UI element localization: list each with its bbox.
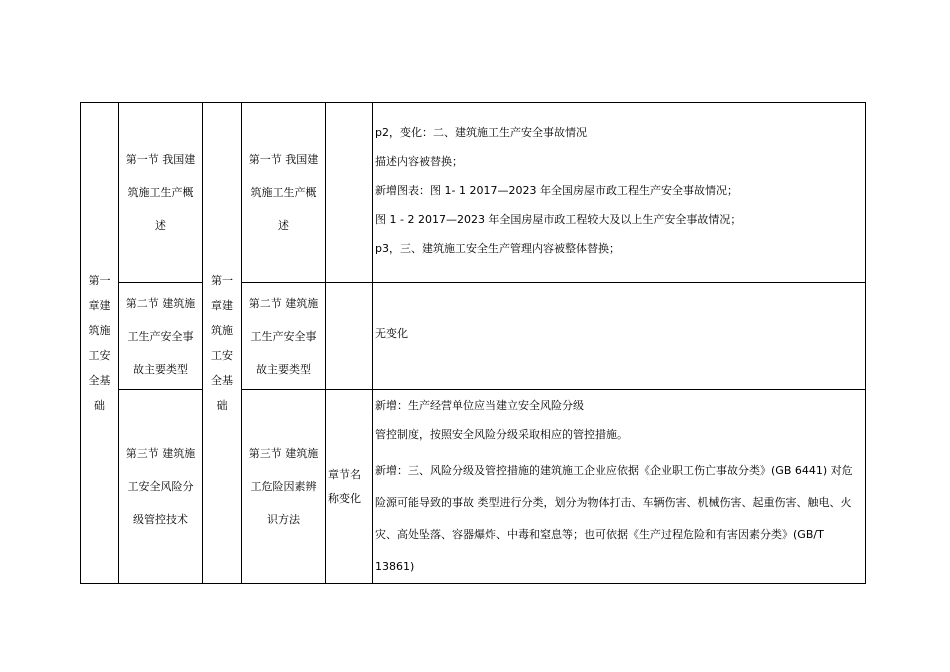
right-chapter-title: 第一章建筑施工安全基础 [211, 274, 233, 412]
right-section-cell [242, 103, 326, 283]
change-line: 新增：三、风险分级及管控措施的建筑施工企业应依据《企业职工伤亡事故分类》(GB 6441) 对危险源可能导致的事故 类型进行分类，划分为物体打击、车辆伤害、机械伤害、起重伤害、触电、火灾、高处坠落、容器爆炸、中毒和窒息等；也可依据《生产过程危险和有害因素分类》(GB/T 13861) [375, 464, 853, 573]
note-cell [326, 283, 373, 390]
change-list [373, 325, 865, 343]
change-line: 新增：生产经营单位应当建立安全风险分级 [375, 399, 584, 412]
table-row [81, 283, 866, 390]
change-line: 管控制度，按照安全风险分级采取相应的管控措施。 [375, 428, 628, 441]
right-section-title: 第三节 建筑施工危险因素辨识方法 [248, 447, 319, 526]
left-section-cell [119, 283, 203, 390]
table-row [81, 390, 866, 584]
left-section-title: 第二节 建筑施工生产安全事故主要类型 [125, 296, 196, 376]
note-cell [326, 103, 373, 283]
right-section-cell [242, 390, 326, 584]
left-section-title: 第三节 建筑施工安全风险分级管控技术 [125, 447, 196, 526]
right-chapter-cell [203, 103, 242, 584]
change-list [373, 124, 865, 258]
note-text: 章节名称变化 [328, 467, 361, 505]
right-section-title: 第二节 建筑施工生产安全事故主要类型 [248, 296, 319, 376]
right-section-cell [242, 283, 326, 390]
left-chapter-cell [81, 103, 119, 584]
change-cell [373, 283, 866, 390]
right-section-title: 第一节 我国建筑施工生产概述 [248, 153, 319, 232]
table-row [81, 103, 866, 283]
left-section-cell [119, 103, 203, 283]
change-line: p3，三、建筑施工安全生产管理内容被整体替换； [375, 241, 620, 255]
change-line: 图 1 - 2 2017—2023 年全国房屋市政工程较大及以上生产安全事故情况； [375, 212, 742, 226]
comparison-table [80, 102, 866, 584]
note-cell [326, 390, 373, 584]
change-line: 无变化 [375, 327, 408, 340]
change-cell [373, 390, 866, 584]
change-line: p2，变化：二、建筑施工生产安全事故情况 [375, 125, 587, 139]
left-chapter-title: 第一章建筑施工安全基础 [88, 274, 111, 412]
change-line: 新增图表：图 1- 1 2017—2023 年全国房屋市政工程生产安全事故情况； [375, 183, 738, 197]
change-line: 描述内容被替换； [375, 154, 463, 168]
left-section-cell [119, 390, 203, 584]
left-section-title: 第一节 我国建筑施工生产概述 [125, 153, 196, 232]
change-list [373, 397, 865, 583]
change-cell [373, 103, 866, 283]
